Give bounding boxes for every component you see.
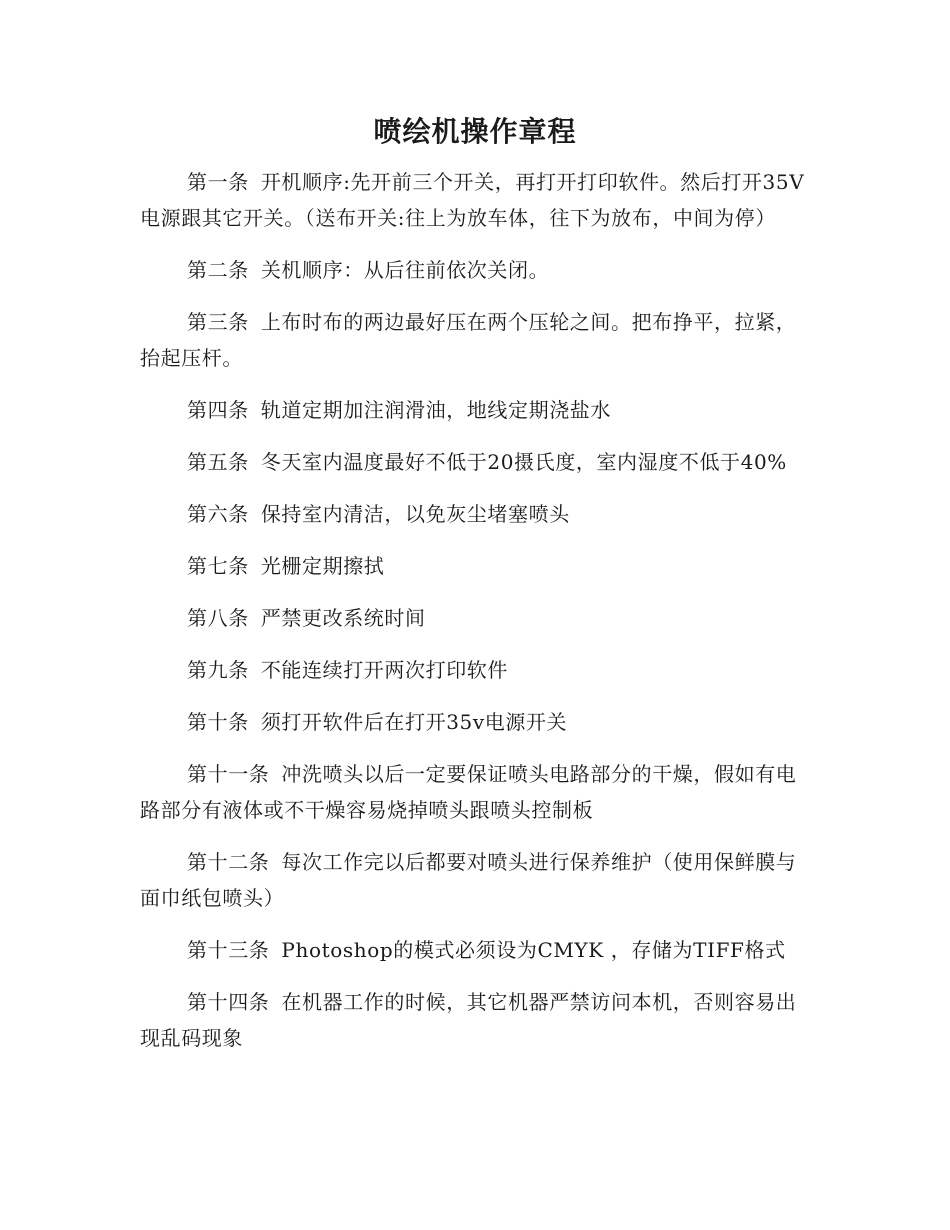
article-1: [140, 164, 808, 236]
article-10: [140, 704, 808, 740]
article-text: 不能连续打开两次打印软件: [260, 658, 509, 682]
article-6: [140, 496, 808, 532]
article-label: 第七条: [187, 554, 249, 578]
document-title: 喷绘机操作章程: [373, 115, 577, 148]
article-4: [140, 392, 808, 428]
article-label: 第十一条: [187, 762, 270, 786]
article-text: 光栅定期擦拭: [260, 554, 385, 578]
article-text: 每次工作完以后都要对喷头进行保养维护（使用保鲜膜与面巾纸包喷头）: [140, 850, 797, 910]
article-label: 第九条: [187, 658, 249, 682]
article-text: Photoshop的模式必须设为CMYK ，存储为TIFF格式: [281, 938, 786, 962]
article-2: [140, 252, 808, 288]
article-7: [140, 548, 808, 584]
article-label: 第十四条: [187, 990, 270, 1014]
article-text: 在机器工作的时候，其它机器严禁访问本机，否则容易出现乱码现象: [140, 990, 797, 1050]
article-label: 第十三条: [187, 938, 270, 962]
article-text: 冲洗喷头以后一定要保证喷头电路部分的干燥，假如有电路部分有液体或不干燥容易烧掉喷头跟喷头控制板: [140, 762, 797, 822]
article-text: 严禁更改系统时间: [260, 606, 426, 630]
article-text: 冬天室内温度最好不低于20摄氏度，室内湿度不低于40%: [260, 450, 787, 474]
article-label: 第十条: [187, 710, 249, 734]
article-text: 上布时布的两边最好压在两个压轮之间。把布挣平，拉紧，抬起压杆。: [140, 310, 797, 370]
article-12: [140, 844, 808, 916]
article-label: 第六条: [187, 502, 249, 526]
article-label: 第五条: [187, 450, 249, 474]
article-label: 第一条: [187, 170, 249, 194]
article-text: 须打开软件后在打开35v电源开关: [260, 710, 568, 734]
article-5: [140, 444, 808, 480]
article-label: 第二条: [187, 258, 249, 282]
article-9: [140, 652, 808, 688]
article-label: 第八条: [187, 606, 249, 630]
article-text: 关机顺序：从后往前依次关闭。: [260, 258, 550, 282]
article-11: [140, 756, 808, 828]
article-text: 开机顺序:先开前三个开关，再打开打印软件。然后打开35V电源跟其它开关。（送布开关:往上为放车体，往下为放布，中间为停）: [140, 170, 805, 230]
article-label: 第四条: [187, 398, 249, 422]
article-13: [140, 932, 808, 968]
article-label: 第三条: [187, 310, 249, 334]
article-label: 第十二条: [187, 850, 270, 874]
article-text: 保持室内清洁，以免灰尘堵塞喷头: [260, 502, 570, 526]
document-body: [140, 164, 808, 1072]
article-text: 轨道定期加注润滑油，地线定期浇盐水: [260, 398, 612, 422]
article-8: [140, 600, 808, 636]
article-14: [140, 984, 808, 1056]
article-3: [140, 304, 808, 376]
